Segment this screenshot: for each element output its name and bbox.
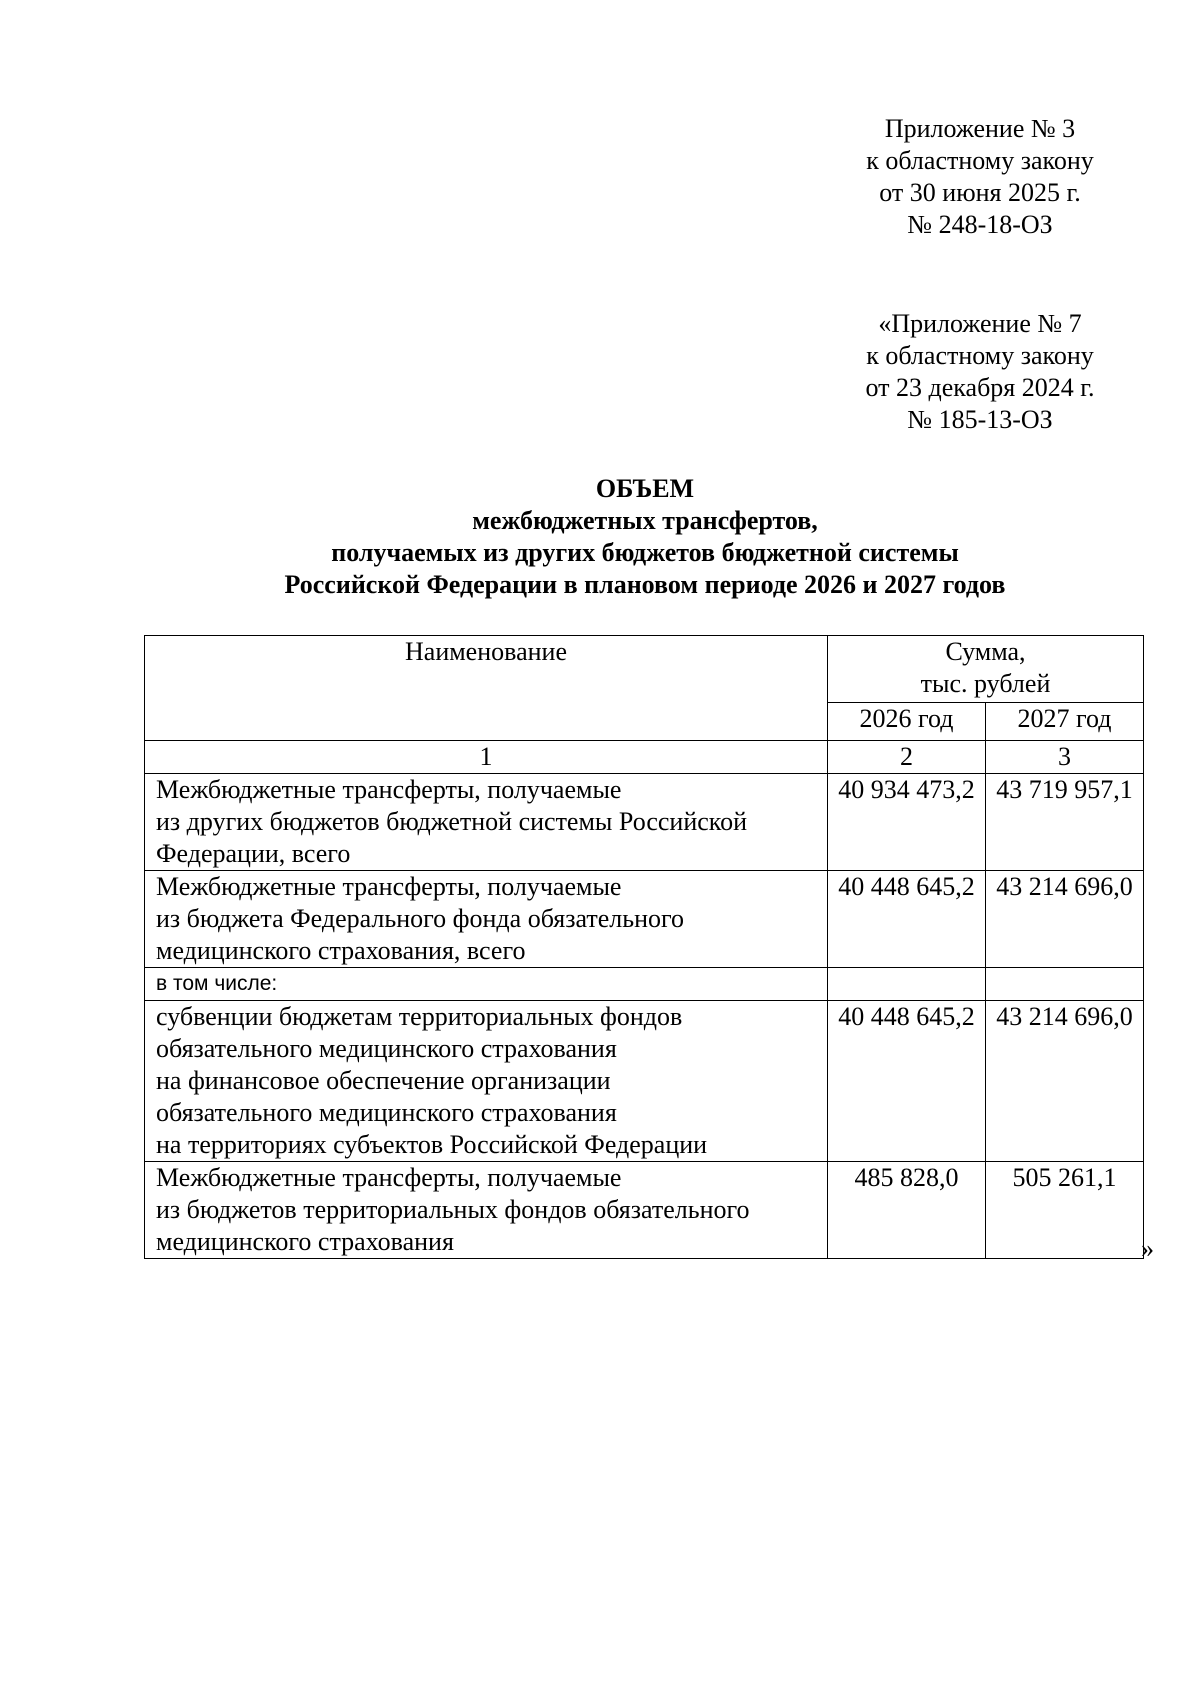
row-value-2027: 505 261,1 [986,1162,1144,1259]
column-number: 3 [986,741,1144,774]
row-name-line: из бюджета Федерального фонда обязательного [156,904,685,933]
row-name-line: субвенции бюджетам территориальных фондов [156,1002,683,1031]
column-number-row [145,741,1144,774]
row-name [145,1001,828,1162]
title-line: межбюджетных трансфертов, [472,506,818,535]
row-name-line: на территориях субъектов Российской Федерации [156,1130,708,1159]
row-name [145,774,828,871]
row-name-line: Межбюджетные трансферты, получаемые [156,1163,622,1192]
appendix-amended-block [840,308,1120,436]
appendix-amended-line: № 185-13-ОЗ [907,405,1053,434]
closing-quote: » [1141,1234,1154,1263]
table-row [145,871,1144,968]
title-line: получаемых из других бюджетов бюджетной системы [331,538,959,567]
appendix-current-line: № 248-18-ОЗ [907,210,1053,239]
header-name: Наименование [145,636,828,741]
appendix-current-block [840,113,1120,241]
appendix-current-line: от 30 июня 2025 г. [879,178,1081,207]
row-value-2026: 40 934 473,2 [828,774,986,871]
table-row [145,1001,1144,1162]
row-value-2026: 40 448 645,2 [828,871,986,968]
table-row [145,774,1144,871]
document-title [145,473,1145,601]
row-name-line: медицинского страхования, всего [156,936,526,965]
row-name-line: медицинского страхования [156,1227,454,1256]
row-name-line: из других бюджетов бюджетной системы Российской [156,807,748,836]
column-number: 2 [828,741,986,774]
row-name-line: на финансовое обеспечение организации [156,1066,611,1095]
column-number: 1 [145,741,828,774]
row-value-2027 [986,968,1144,1001]
row-value-2026: 40 448 645,2 [828,1001,986,1162]
header-year-2027: 2027 год [986,702,1144,740]
row-name-line: Межбюджетные трансферты, получаемые [156,872,622,901]
row-name-line: Федерации, всего [156,839,351,868]
header-sum-line: Сумма, [945,637,1026,666]
row-value-2026: 485 828,0 [828,1162,986,1259]
row-value-2027: 43 214 696,0 [986,871,1144,968]
title-line: Российской Федерации в плановом периоде 2026 и 2027 годов [284,570,1006,599]
row-value-2026 [828,968,986,1001]
row-name [145,1162,828,1259]
appendix-amended-line: «Приложение № 7 [878,309,1082,338]
header-sum [828,636,1144,703]
row-name-line: обязательного медицинского страхования [156,1098,617,1127]
row-name [145,968,828,1001]
appendix-current-line: Приложение № 3 [884,114,1076,143]
row-name-line: из бюджетов территориальных фондов обязательного [156,1195,750,1224]
row-name-line: в том числе: [156,972,278,995]
row-name-line: Межбюджетные трансферты, получаемые [156,775,622,804]
row-name-line: обязательного медицинского страхования [156,1034,617,1063]
table-row [145,1162,1144,1259]
row-value-2027: 43 719 957,1 [986,774,1144,871]
header-sum-line: тыс. рублей [920,669,1051,698]
appendix-current-line: к областному закону [866,146,1094,175]
appendix-amended-line: к областному закону [866,341,1094,370]
transfers-table [144,635,1144,1259]
row-value-2027: 43 214 696,0 [986,1001,1144,1162]
title-line: ОБЪЕМ [595,474,695,503]
appendix-amended-line: от 23 декабря 2024 г. [865,373,1095,402]
header-year-2026: 2026 год [828,702,986,740]
table-header-row [145,636,1144,703]
table-row [145,968,1144,1001]
row-name [145,871,828,968]
